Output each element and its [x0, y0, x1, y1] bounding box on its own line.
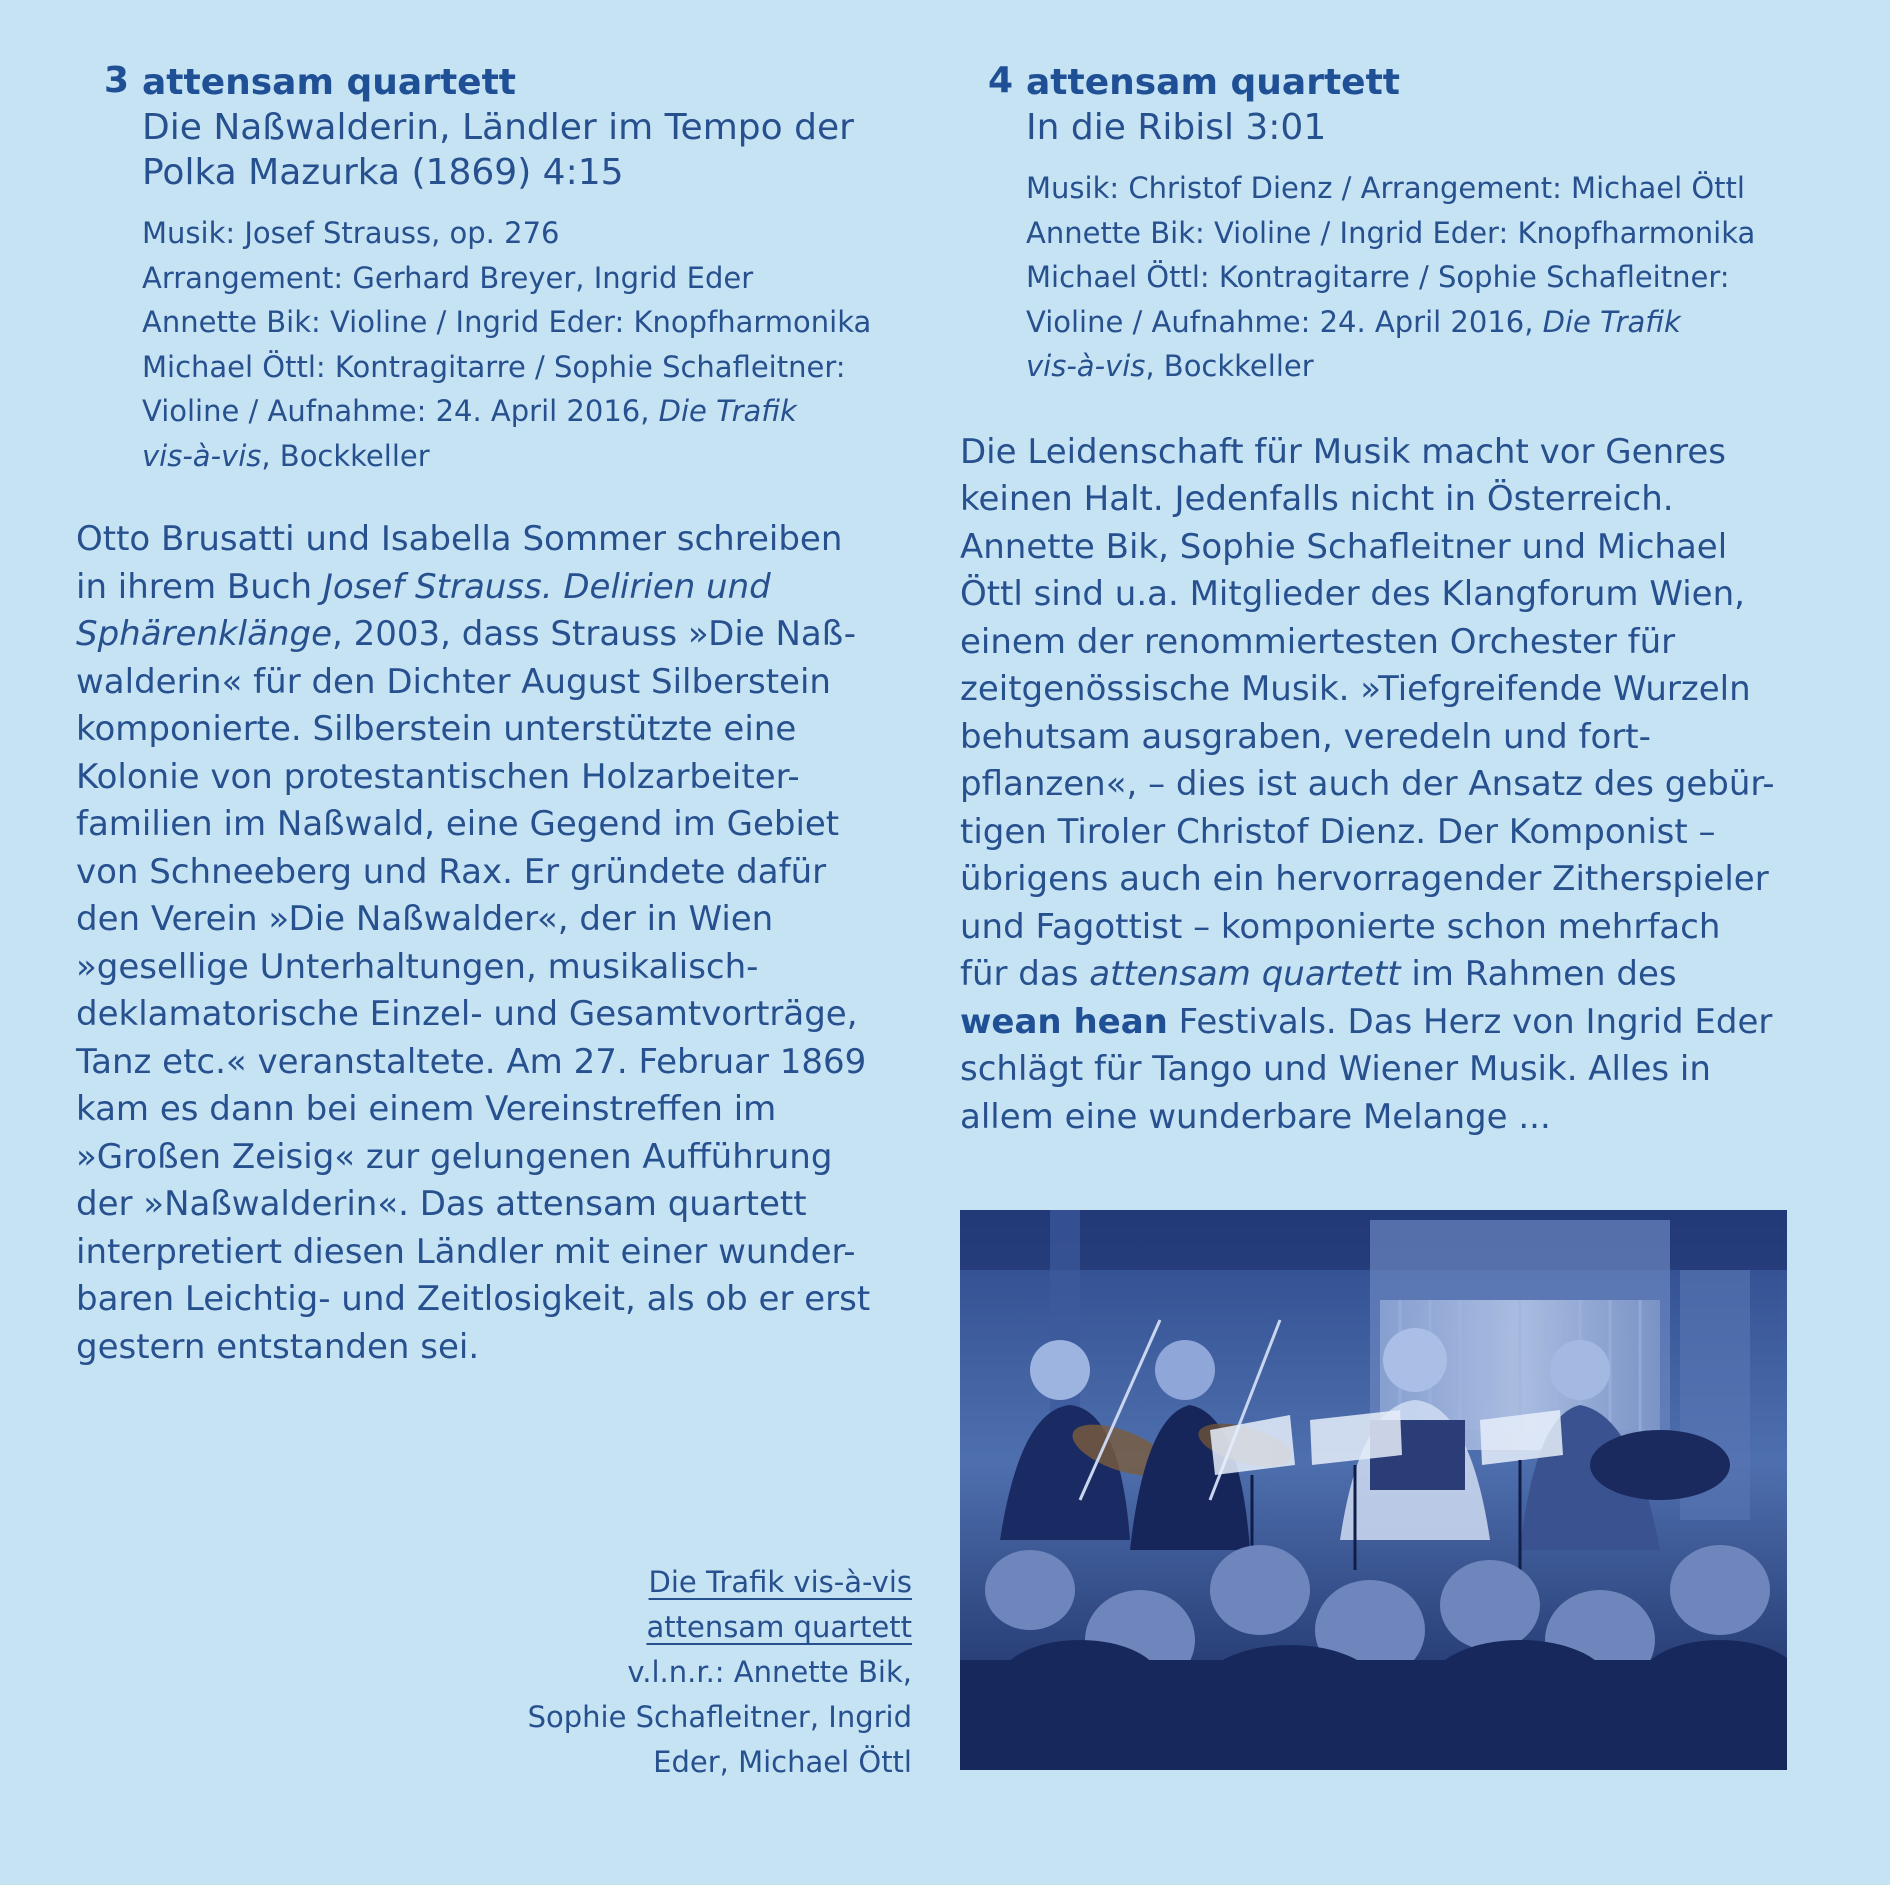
credit-line: [142, 389, 906, 434]
essay-line: zeitgenössische Musik. »Tiefgreifende Wurzeln: [960, 669, 1751, 709]
essay-line: pflanzen«, – dies ist auch der Ansatz des gebür-: [960, 764, 1775, 804]
essay-line: und Fagottist – komponierte schon mehrfach: [960, 906, 1721, 947]
caption-ensemble: attensam quartett: [646, 1610, 912, 1644]
track-4-number: 4: [988, 60, 1014, 101]
caption-line: v.l.n.r.: Annette Bik,: [627, 1655, 912, 1689]
essay-text: im Rahmen des: [1400, 954, 1677, 994]
essay-text: in ihrem Buch: [76, 566, 323, 607]
track-3-number: 3: [104, 60, 130, 101]
credit-line: Annette Bik: Violine / Ingrid Eder: Knopfharmonika: [142, 305, 872, 339]
caption-line: Sophie Schafleitner, Ingrid: [527, 1700, 912, 1734]
essay-line: gestern entstanden sei.: [76, 1326, 480, 1367]
essay-line: allem eine wunderbare Melange ...: [960, 1096, 1551, 1137]
essay-line: keinen Halt. Jedenfalls nicht in Österreich.: [960, 479, 1674, 519]
essay-line: familien im Naßwald, eine Gegend im Gebiet: [76, 804, 840, 844]
essay-line: Otto Brusatti und Isabella Sommer schreiben: [76, 519, 843, 559]
credit-line: [1026, 344, 1840, 389]
ensemble-name: attensam quartett: [1089, 954, 1401, 994]
track-4-artist: attensam quartett: [1026, 62, 1401, 103]
venue-name: vis-à-vis: [1026, 349, 1146, 383]
essay-line: Annette Bik, Sophie Schafleitner und Michael: [960, 526, 1728, 567]
credit-line: Musik: Christof Dienz / Arrangement: Michael Öttl: [1026, 171, 1745, 205]
caption-venue: Die Trafik vis-à-vis: [648, 1565, 912, 1599]
venue-name: vis-à-vis: [142, 438, 262, 473]
essay-line: [960, 999, 1840, 1047]
credit-line: Musik: Josef Strauss, op. 276: [142, 216, 560, 250]
essay-line: den Verein »Die Naßwalder«, der in Wien: [76, 899, 774, 939]
concert-photo-illustration: [960, 1210, 1787, 1770]
essay-line: Öttl sind u.a. Mitglieder des Klangforum Wien,: [960, 574, 1745, 614]
track-3-title: [142, 105, 906, 195]
essay-line: Kolonie von protestantischen Holzarbeiter-: [76, 756, 800, 797]
track-4-title: In die Ribisl 3:01: [1026, 107, 1327, 148]
essay-line: baren Leichtig- und Zeitlosigkeit, als ob er erst: [76, 1279, 871, 1319]
essay-line: behutsam ausgraben, veredeln und fort-: [960, 716, 1651, 757]
essay-line: tigen Tiroler Christof Dienz. Der Komponist –: [960, 811, 1716, 852]
essay-right: [960, 429, 1840, 1142]
essay-line: Die Leidenschaft für Musik macht vor Genres: [960, 431, 1726, 472]
essay-line: [76, 611, 906, 659]
essay-line: deklamatorische Einzel- und Gesamtvorträge,: [76, 994, 858, 1034]
credit-line: Annette Bik: Violine / Ingrid Eder: Knopfharmonika: [1026, 215, 1756, 250]
festival-name: wean hean: [960, 1001, 1168, 1042]
credit-line: [1026, 300, 1840, 345]
concert-photo: [960, 1210, 1787, 1770]
essay-line: Tanz etc.« veranstaltete. Am 27. Februar 1869: [76, 1041, 867, 1082]
essay-line: schlägt für Tango und Wiener Musik. Alles in: [960, 1049, 1711, 1089]
track-4-header: [988, 60, 1840, 389]
venue-name: Die Trafik: [1542, 304, 1681, 339]
left-column: [76, 60, 906, 1371]
essay-line: von Schneeberg und Rax. Er gründete dafür: [76, 851, 827, 892]
essay-line: komponierte. Silberstein unterstützte eine: [76, 709, 797, 749]
essay-line: interpretiert diesen Ländler mit einer wunder-: [76, 1231, 856, 1272]
credit-line: [142, 434, 906, 479]
essay-line: »Großen Zeisig« zur gelungenen Aufführung: [76, 1136, 833, 1177]
track-3-title-line: Polka Mazurka (1869) 4:15: [142, 152, 624, 193]
book-title: Sphärenklänge: [76, 614, 333, 654]
credit-line: Michael Öttl: Kontragitarre / Sophie Schafleitner:: [1026, 260, 1730, 294]
track-4-credits: [1026, 166, 1840, 389]
track-3-credits: [142, 211, 906, 478]
track-3-title-line: Die Naßwalderin, Ländler im Tempo der: [142, 107, 854, 148]
venue-name: Die Trafik: [658, 394, 797, 428]
track-3-header: [104, 60, 906, 478]
book-title: Josef Strauss. Delirien und: [322, 566, 771, 607]
credit-line: Michael Öttl: Kontragitarre / Sophie Schafleitner:: [142, 349, 846, 384]
essay-line: »gesellige Unterhaltungen, musikalisch-: [76, 946, 759, 987]
caption-line: Eder, Michael Öttl: [653, 1745, 912, 1779]
photo-caption: [392, 1560, 912, 1785]
essay-line: [960, 951, 1840, 999]
credit-text: , Bockkeller: [261, 438, 430, 473]
credit-text: , Bockkeller: [1145, 349, 1314, 383]
track-3-artist: attensam quartett: [142, 62, 517, 103]
essay-line: [76, 564, 906, 612]
essay-text: Festivals. Das Herz von Ingrid Eder: [1167, 1001, 1773, 1042]
credit-line: Arrangement: Gerhard Breyer, Ingrid Eder: [142, 260, 754, 295]
essay-left: [76, 516, 906, 1371]
essay-line: kam es dann bei einem Vereinstreffen im: [76, 1089, 777, 1129]
right-column: [960, 60, 1840, 1141]
essay-text: für das: [960, 954, 1090, 994]
essay-line: übrigens auch ein hervorragender Zitherspieler: [960, 859, 1769, 899]
credit-text: Violine / Aufnahme: 24. April 2016,: [142, 394, 659, 428]
essay-line: walderin« für den Dichter August Silberstein: [76, 661, 831, 702]
essay-line: einem der renommiertesten Orchester für: [960, 621, 1676, 662]
credit-text: Violine / Aufnahme: 24. April 2016,: [1026, 304, 1543, 339]
essay-line: der »Naßwalderin«. Das attensam quartett: [76, 1184, 807, 1224]
essay-text: , 2003, dass Strauss »Die Naß-: [332, 614, 857, 654]
